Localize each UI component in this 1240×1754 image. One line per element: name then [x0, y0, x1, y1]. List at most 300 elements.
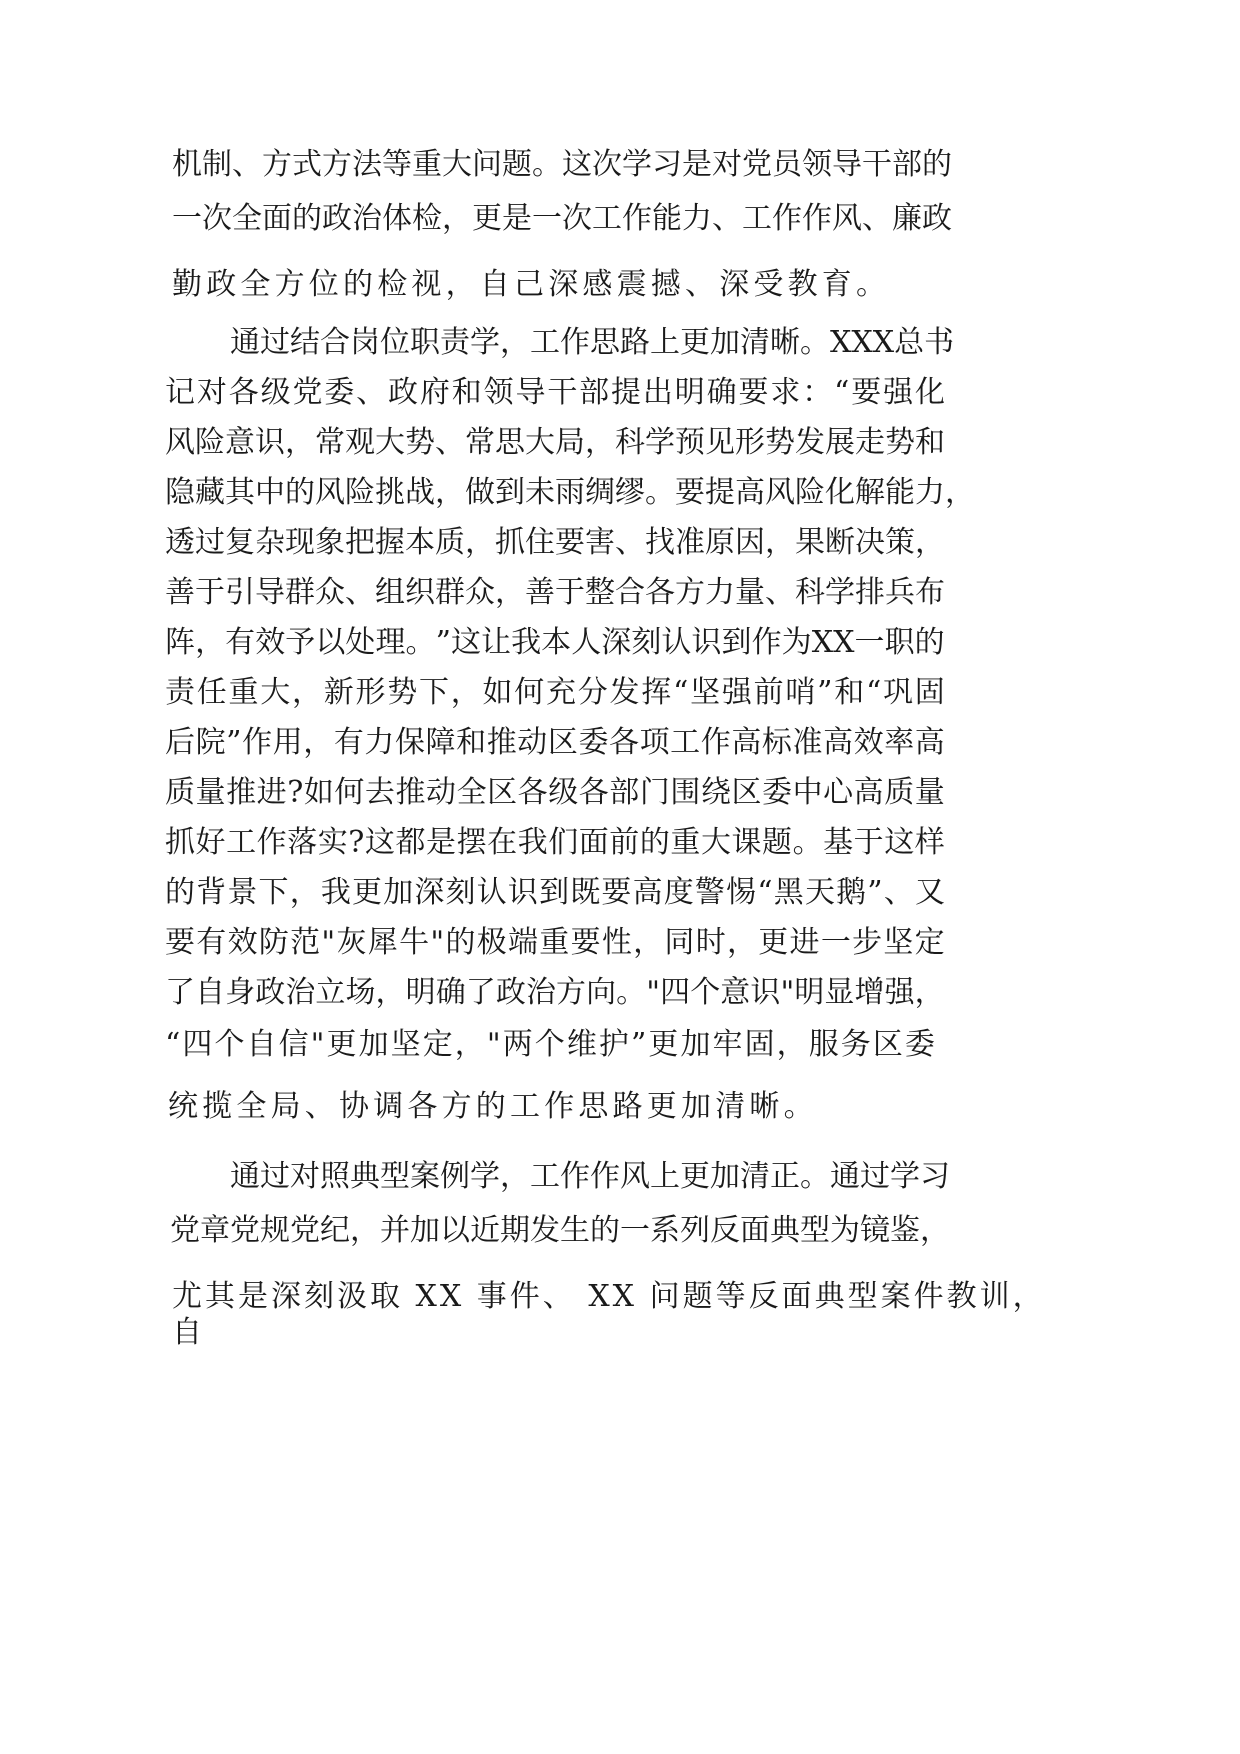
text-glyph: 工	[530, 1159, 560, 1194]
text-glyph: 用	[272, 725, 303, 760]
text-glyph: 风	[620, 1159, 650, 1194]
text-glyph: 记	[165, 375, 195, 410]
text-glyph: 充	[546, 675, 576, 710]
text-glyph: ，	[435, 475, 465, 510]
text-glyph: "	[486, 1027, 501, 1062]
text-glyph: 方	[556, 975, 587, 1010]
text-glyph: 质	[884, 775, 915, 810]
text-glyph: 高	[731, 725, 762, 760]
text-glyph: 并	[380, 1213, 410, 1248]
text-line	[165, 473, 975, 513]
text-glyph: 群	[285, 575, 315, 610]
text-glyph: 风	[315, 475, 345, 510]
text-glyph: 障	[425, 725, 456, 760]
text-glyph: ，	[454, 1027, 485, 1062]
text-glyph: 清	[740, 1159, 770, 1194]
text-glyph: 向	[586, 975, 617, 1010]
text-glyph: 害	[585, 525, 615, 560]
text-line: 自	[172, 1315, 207, 1350]
text-glyph: ，	[375, 975, 406, 1010]
text-glyph: 显	[824, 975, 855, 1010]
text-glyph: ”	[226, 725, 242, 760]
text-glyph: 生	[560, 1213, 590, 1248]
text-glyph: 责	[440, 325, 470, 360]
text-glyph: 哨	[785, 675, 816, 710]
text-glyph: 意	[225, 425, 255, 460]
text-glyph: 本	[405, 525, 435, 560]
text-glyph: 门	[639, 775, 670, 810]
text-glyph: 这	[562, 147, 592, 182]
text-glyph: 。	[616, 975, 647, 1010]
text-glyph: 效	[853, 725, 884, 760]
text-glyph: 前	[609, 825, 640, 860]
text-glyph: ，	[500, 325, 530, 360]
text-glyph: ，	[450, 675, 481, 710]
text-glyph: 发	[795, 425, 825, 460]
text-glyph: 重	[228, 675, 259, 710]
text-glyph: 们	[548, 825, 579, 860]
text-glyph: ?	[348, 825, 365, 860]
text-glyph: 效	[227, 925, 258, 960]
text-glyph: 题	[502, 147, 532, 182]
text-glyph: 面	[262, 201, 292, 236]
text-glyph: 要	[851, 375, 882, 410]
text-glyph: 方	[675, 575, 705, 610]
text-glyph: 抓	[495, 525, 525, 560]
text-glyph: 立	[315, 975, 346, 1010]
text-glyph: 自	[246, 1027, 277, 1062]
text-glyph: 作	[622, 201, 652, 236]
text-glyph: 在	[487, 825, 518, 860]
text-glyph: 势	[885, 425, 915, 460]
text-glyph: 确	[435, 975, 466, 1010]
text-glyph: 一	[854, 625, 885, 660]
text-glyph: 规	[260, 1213, 290, 1248]
text-line	[165, 573, 945, 613]
text-glyph: 既	[570, 875, 601, 910]
text-glyph: 的	[445, 925, 476, 960]
paragraph-start-line	[230, 323, 955, 363]
text-glyph: 以	[440, 1213, 470, 1248]
text-glyph: ，	[292, 675, 322, 710]
text-glyph: 坚	[883, 925, 914, 960]
text-glyph: 。	[532, 147, 562, 182]
text-glyph: 决	[855, 525, 885, 560]
text-glyph: 全	[232, 201, 262, 236]
text-glyph: 党	[742, 147, 772, 182]
text-glyph: “	[834, 375, 850, 410]
text-glyph: 政	[495, 975, 526, 1010]
text-glyph: 。	[792, 825, 823, 860]
text-glyph: 质	[435, 525, 465, 560]
text-glyph: 期	[500, 1213, 530, 1248]
text-glyph: 通	[230, 325, 260, 360]
text-glyph: 何	[514, 675, 545, 710]
text-glyph: 任	[196, 675, 227, 710]
text-glyph: 形	[355, 675, 386, 710]
text-glyph: 识	[255, 425, 285, 460]
text-glyph: 身	[225, 975, 256, 1010]
text-glyph: 照	[320, 1159, 350, 1194]
text-glyph: 下	[419, 675, 449, 710]
text-glyph: 的	[590, 1213, 620, 1248]
text-glyph: 果	[795, 525, 825, 560]
text-glyph: 位	[380, 325, 410, 360]
text-glyph: 端	[508, 925, 538, 960]
text-glyph: 景	[227, 875, 258, 910]
text-glyph: 围	[670, 775, 701, 810]
text-glyph: 明	[794, 975, 825, 1010]
text-glyph: 四	[660, 975, 691, 1010]
text-glyph: 做	[465, 475, 495, 510]
text-glyph: 导	[255, 575, 285, 610]
text-line	[165, 623, 945, 663]
text-glyph: 落	[287, 825, 318, 860]
text-glyph: 见	[705, 425, 735, 460]
text-glyph: 级	[260, 375, 291, 410]
text-glyph: 思	[495, 425, 525, 460]
text-glyph: 险	[795, 475, 825, 510]
text-glyph: 领	[483, 375, 514, 410]
text-glyph: 化	[825, 475, 855, 510]
text-glyph: 极	[476, 925, 507, 960]
text-glyph: 同	[664, 925, 695, 960]
text-glyph: ，	[303, 725, 334, 760]
text-glyph: 实	[317, 825, 348, 860]
text-glyph: "	[310, 1027, 325, 1062]
text-glyph: 总	[894, 325, 925, 360]
text-glyph: 进	[789, 925, 820, 960]
text-glyph: 领	[802, 147, 832, 182]
text-glyph: 了	[465, 975, 496, 1010]
text-glyph: 方	[322, 147, 352, 182]
text-glyph: 牛	[399, 925, 430, 960]
text-glyph: 反	[710, 1213, 740, 1248]
text-glyph: 的	[922, 147, 952, 182]
text-glyph: 增	[854, 975, 885, 1010]
text-glyph: 党	[170, 1213, 200, 1248]
text-glyph: 效	[255, 625, 286, 660]
text-glyph: 个	[690, 975, 721, 1010]
text-glyph: 意	[720, 975, 751, 1010]
text-glyph: 雨	[555, 475, 585, 510]
text-glyph: 区	[872, 1027, 903, 1062]
text-glyph: 去	[364, 775, 395, 810]
text-glyph: 有	[196, 925, 227, 960]
text-glyph: ”	[630, 1027, 647, 1062]
text-glyph: 机	[172, 147, 202, 182]
text-glyph: XXX	[830, 325, 895, 360]
text-glyph: ，	[500, 1159, 530, 1194]
text-glyph: 观	[345, 425, 375, 460]
text-glyph: 科	[795, 575, 825, 610]
text-glyph: 到	[721, 625, 752, 660]
text-glyph: 整	[585, 575, 615, 610]
text-glyph: 要	[165, 925, 195, 960]
text-glyph: 化	[914, 375, 945, 410]
text-glyph: 如	[482, 675, 513, 710]
text-glyph: 导	[832, 147, 862, 182]
text-glyph: 法	[352, 147, 382, 182]
text-glyph: 挥	[641, 675, 672, 710]
text-glyph: 作	[700, 725, 731, 760]
text-glyph: 工	[670, 725, 701, 760]
text-glyph: 发	[609, 675, 640, 710]
text-glyph: 四	[182, 1027, 213, 1062]
text-glyph: 过	[260, 325, 290, 360]
text-glyph: 本	[541, 625, 572, 660]
text-line	[165, 373, 945, 413]
text-line	[165, 873, 945, 913]
text-glyph: 导	[515, 375, 546, 410]
text-glyph: 推	[395, 775, 426, 810]
text-glyph: 求	[770, 375, 801, 410]
text-glyph: 章	[200, 1213, 230, 1248]
text-line	[165, 773, 945, 813]
text-glyph: 部	[892, 147, 922, 182]
text-glyph: 准	[675, 525, 705, 560]
text-glyph: 灰	[336, 925, 367, 960]
text-glyph: 职	[410, 325, 440, 360]
text-glyph: 鉴	[890, 1213, 920, 1248]
text-glyph: 高	[853, 775, 884, 810]
text-glyph: 过	[195, 525, 225, 560]
text-glyph: 正	[770, 1159, 800, 1194]
text-glyph: 级	[548, 775, 579, 810]
text-glyph: 组	[375, 575, 405, 610]
text-glyph: 前	[753, 675, 784, 710]
text-glyph: 为	[781, 625, 812, 660]
text-glyph: 走	[855, 425, 885, 460]
text-glyph: 风	[765, 475, 795, 510]
text-glyph: 险	[345, 475, 375, 510]
text-glyph: 找	[645, 525, 675, 560]
text-glyph: 布	[915, 575, 945, 610]
text-glyph: 一	[172, 201, 202, 236]
text-glyph: 缪	[615, 475, 645, 510]
text-glyph: 原	[705, 525, 735, 560]
text-glyph: 作	[560, 325, 590, 360]
text-glyph: "	[646, 975, 661, 1010]
text-glyph: 分	[577, 675, 608, 710]
text-glyph: 时	[695, 925, 726, 960]
text-glyph: 干	[547, 375, 578, 410]
text-glyph: 于	[853, 825, 884, 860]
text-glyph: 犀	[367, 925, 398, 960]
text-glyph: 思	[590, 325, 620, 360]
text-glyph: 廉	[892, 201, 922, 236]
text-glyph: 个	[214, 1027, 245, 1062]
text-glyph: 基	[823, 825, 854, 860]
text-glyph: ，	[633, 925, 664, 960]
text-glyph: 藏	[195, 475, 225, 510]
text-glyph: 合	[320, 325, 350, 360]
text-glyph: ，	[776, 1027, 807, 1062]
text-glyph: 黑	[773, 875, 804, 910]
text-glyph: 是	[426, 825, 457, 860]
text-glyph: 自	[195, 975, 226, 1010]
text-glyph: 解	[855, 475, 885, 510]
text-glyph: 委	[762, 775, 793, 810]
text-glyph: 下	[258, 875, 289, 910]
text-glyph: 重	[539, 925, 570, 960]
text-glyph: 更	[680, 325, 710, 360]
text-glyph: 势	[405, 425, 435, 460]
text-glyph: ，	[914, 975, 945, 1010]
text-glyph: ：	[802, 375, 833, 410]
text-glyph: 服	[808, 1027, 839, 1062]
text-glyph: 部	[579, 375, 610, 410]
text-glyph: 心	[823, 775, 854, 810]
text-glyph: 以	[315, 625, 346, 660]
text-glyph: 这	[364, 825, 395, 860]
text-glyph: 更	[326, 1027, 357, 1062]
text-glyph: 各	[517, 775, 548, 810]
text-glyph: 要	[738, 375, 769, 410]
text-glyph: 作	[560, 1159, 590, 1194]
text-glyph: 作	[256, 825, 287, 860]
text-line: 统揽全局、协调各方的工作思路更加清晰。	[168, 1089, 818, 1124]
text-glyph: 部	[609, 775, 640, 810]
text-glyph: 委	[904, 1027, 935, 1062]
text-line	[172, 145, 952, 185]
text-glyph: 力	[915, 475, 945, 510]
text-glyph: 更	[472, 201, 502, 236]
text-glyph: 策	[885, 525, 915, 560]
text-glyph: 工	[742, 201, 772, 236]
text-glyph: 势	[765, 425, 795, 460]
text-glyph: ，	[465, 525, 495, 560]
text-glyph: 阵	[165, 625, 195, 660]
text-glyph: 更	[680, 1159, 710, 1194]
text-glyph: 上	[650, 1159, 680, 1194]
text-glyph: 过	[860, 1159, 890, 1194]
text-glyph: 又	[914, 875, 945, 910]
text-glyph: 挑	[375, 475, 405, 510]
text-glyph: 次	[562, 201, 592, 236]
text-glyph: 要	[555, 525, 585, 560]
text-line: 尤其是深刻汲取 XX 事件、 XX 问题等反面典型案件教训，	[172, 1279, 1046, 1314]
text-glyph: 系	[650, 1213, 680, 1248]
text-glyph: "	[321, 925, 336, 960]
text-glyph: 强	[721, 675, 752, 710]
text-glyph: 结	[290, 325, 320, 360]
text-glyph: 后	[165, 725, 195, 760]
text-glyph: 断	[825, 525, 855, 560]
text-glyph: 风	[832, 201, 862, 236]
text-glyph: 我	[517, 825, 548, 860]
text-glyph: 纪	[320, 1213, 350, 1248]
text-glyph: 于	[555, 575, 585, 610]
text-glyph: 合	[615, 575, 645, 610]
text-glyph: “	[757, 875, 773, 910]
text-glyph: 两	[502, 1027, 533, 1062]
text-glyph: 的	[914, 625, 945, 660]
text-glyph: 鹅	[836, 875, 867, 910]
text-glyph: 风	[165, 425, 195, 460]
text-glyph: ，	[915, 525, 945, 560]
text-glyph: 工	[530, 325, 560, 360]
text-glyph: 典	[770, 1213, 800, 1248]
paragraph-start-line	[230, 1157, 950, 1197]
text-glyph: 场	[345, 975, 376, 1010]
text-glyph: 形	[735, 425, 765, 460]
text-glyph: 府	[419, 375, 450, 410]
text-glyph: 定	[422, 1027, 453, 1062]
text-glyph: 识	[691, 625, 722, 660]
text-glyph: 加	[358, 1027, 389, 1062]
text-glyph: 列	[680, 1213, 710, 1248]
text-line	[165, 923, 945, 963]
text-glyph: 杂	[255, 525, 285, 560]
text-glyph: 提	[705, 475, 735, 510]
text-glyph: 职	[884, 625, 915, 660]
text-glyph: 范	[290, 925, 321, 960]
text-glyph: 能	[652, 201, 682, 236]
text-glyph: 险	[195, 425, 225, 460]
text-glyph: 量	[195, 775, 226, 810]
text-glyph: "	[780, 975, 795, 1010]
text-glyph: 加	[680, 1027, 711, 1062]
text-glyph: 和	[834, 675, 865, 710]
text-glyph: ”	[867, 875, 883, 910]
text-glyph: 天	[804, 875, 835, 910]
text-glyph: ，	[350, 1213, 380, 1248]
text-glyph: ，	[195, 625, 226, 660]
text-glyph: 更	[758, 925, 789, 960]
text-line	[165, 673, 945, 713]
text-glyph: 、	[356, 375, 387, 410]
text-glyph: 加	[710, 325, 740, 360]
text-glyph: 定	[914, 925, 945, 960]
text-glyph: 准	[792, 725, 823, 760]
text-line: 勤政全方位的检视，自己深感震撼、深受教育。	[172, 267, 891, 302]
text-glyph: 予	[285, 625, 316, 660]
text-glyph: 了	[165, 975, 195, 1010]
text-glyph: 。	[800, 1159, 830, 1194]
text-glyph: 隐	[165, 475, 195, 510]
text-glyph: 高	[735, 475, 765, 510]
text-glyph: 路	[620, 325, 650, 360]
text-glyph: 晰	[770, 325, 800, 360]
text-glyph: 大	[700, 825, 731, 860]
text-glyph: 预	[675, 425, 705, 460]
text-glyph: 典	[350, 1159, 380, 1194]
text-glyph: 高	[632, 875, 663, 910]
text-glyph: "	[430, 925, 445, 960]
text-glyph: 、	[883, 875, 914, 910]
text-glyph: 课	[731, 825, 762, 860]
text-glyph: 力	[364, 725, 395, 760]
text-glyph: 加	[710, 1159, 740, 1194]
text-glyph: 常	[465, 425, 495, 460]
text-glyph: 学	[470, 325, 500, 360]
text-glyph: ，	[726, 925, 757, 960]
text-glyph: 加	[383, 875, 414, 910]
text-glyph: 其	[225, 475, 255, 510]
text-glyph: 和	[451, 375, 482, 410]
text-glyph: 到	[539, 875, 570, 910]
text-line	[172, 199, 952, 239]
text-glyph: 检	[412, 201, 442, 236]
text-glyph: 党	[292, 375, 323, 410]
text-glyph: 背	[196, 875, 227, 910]
text-glyph: 、	[345, 575, 375, 610]
text-glyph: 干	[862, 147, 892, 182]
text-glyph: 要	[570, 925, 601, 960]
text-glyph: 学	[890, 1159, 920, 1194]
text-glyph: 织	[405, 575, 435, 610]
